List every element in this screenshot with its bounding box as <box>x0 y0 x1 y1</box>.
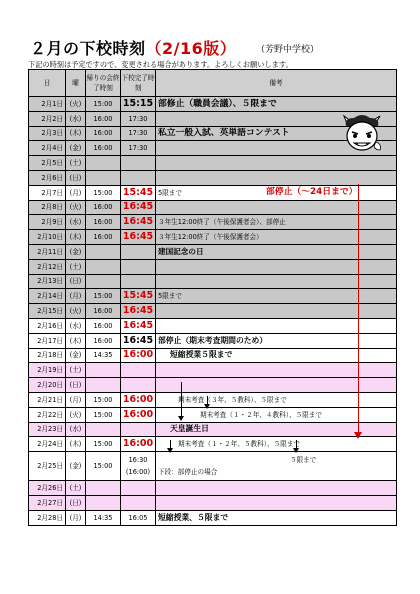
row-day: (木) <box>66 230 86 245</box>
exam-arrow-head <box>204 404 210 409</box>
row-leave-time: 16:45 <box>121 333 156 348</box>
suspension-arrow-head <box>354 432 362 439</box>
row-day: (木) <box>66 126 86 141</box>
table-row <box>29 407 397 422</box>
row-leave-time: 16:00 <box>121 437 156 452</box>
row-day: (火) <box>66 97 86 112</box>
row-date: 2月23日 <box>29 422 66 437</box>
table-row <box>29 378 397 393</box>
row-leave-time: 16:45 <box>121 215 156 230</box>
row-leave-time: 16:45 <box>121 318 156 333</box>
row-day: (日) <box>66 495 86 510</box>
row-remark: 期末考査（１・２年、４教科）、５限まで <box>156 407 397 422</box>
row-leave-time-alt: (16:00) <box>125 468 151 477</box>
row-day: (水) <box>66 422 86 437</box>
row-leave-time: 16:45 <box>121 200 156 215</box>
row-date: 2月26日 <box>29 481 66 496</box>
row-day: (月) <box>66 392 86 407</box>
row-remark <box>156 304 397 319</box>
table-row <box>29 230 397 245</box>
row-date: 2月27日 <box>29 495 66 510</box>
row-leave-time <box>121 422 156 437</box>
row-meeting-end: 14:35 <box>86 510 121 525</box>
table-row <box>29 318 397 333</box>
club-suspension-note: 部停止（～24日まで） <box>266 186 358 197</box>
row-leave-time <box>121 170 156 185</box>
row-day: (日) <box>66 378 86 393</box>
table-row <box>29 495 397 510</box>
row-date: 2月9日 <box>29 215 66 230</box>
row-day: (土) <box>66 259 86 274</box>
row-remark: 期末考査（３年、５教科）、５限まで <box>156 392 397 407</box>
row-meeting-end <box>86 244 121 259</box>
row-leave-time: 17:30 <box>121 111 156 126</box>
row-remark <box>156 274 397 289</box>
table-row <box>29 304 397 319</box>
row-date: 2月14日 <box>29 289 66 304</box>
row-meeting-end: 16:00 <box>86 215 121 230</box>
row-meeting-end: 15:00 <box>86 407 121 422</box>
row-remark: 部停止（期末考査期間のため） <box>156 333 397 348</box>
row-day: (土) <box>66 156 86 171</box>
row-date: 2月12日 <box>29 259 66 274</box>
row-date: 2月28日 <box>29 510 66 525</box>
row-day: (火) <box>66 304 86 319</box>
row-leave-time: 16:00 <box>121 348 156 363</box>
row-leave-time <box>121 259 156 274</box>
row-meeting-end: 16:00 <box>86 126 121 141</box>
row-date: 2月18日 <box>29 348 66 363</box>
row-date: 2月20日 <box>29 378 66 393</box>
row-day: (土) <box>66 481 86 496</box>
col-day: 曜 <box>66 70 86 97</box>
row-meeting-end <box>86 378 121 393</box>
table-row <box>29 437 397 452</box>
row-date: 2月22日 <box>29 407 66 422</box>
title-main: ２月の下校時刻 <box>30 39 146 58</box>
table-row <box>29 97 397 112</box>
row-day: (水) <box>66 215 86 230</box>
suspension-period-arrow <box>358 184 359 436</box>
title-version: （2/16版） <box>145 39 237 58</box>
table-row <box>29 215 397 230</box>
row-meeting-end <box>86 363 121 378</box>
row-date: 2月5日 <box>29 156 66 171</box>
table-row <box>29 333 397 348</box>
row-meeting-end <box>86 156 121 171</box>
row-remark: 期末考査（１・２年、５教科）、５限まで <box>156 437 397 452</box>
row-remark: ３年生12:00終了（午後保護者会）、部停止 <box>156 215 397 230</box>
row-date: 2月8日 <box>29 200 66 215</box>
row-leave-time <box>121 481 156 496</box>
table-row <box>29 452 397 481</box>
row-leave-time <box>121 363 156 378</box>
table-row <box>29 289 397 304</box>
row-meeting-end: 16:00 <box>86 111 121 126</box>
row-meeting-end: 16:00 <box>86 304 121 319</box>
table-row <box>29 510 397 525</box>
school-name: （芳野中学校） <box>256 45 320 55</box>
table-row <box>29 363 397 378</box>
row-leave-time-cell <box>121 452 156 481</box>
row-meeting-end: 16:00 <box>86 318 121 333</box>
col-leave-time: 下校完了時 刻 <box>121 70 156 97</box>
row-remark: ５限まで <box>290 456 317 465</box>
row-remark: 短縮授業、５限まで <box>156 510 397 525</box>
row-leave-time: 17:30 <box>121 141 156 156</box>
row-remark <box>156 481 397 496</box>
row-remark: 私立一般入試、英単語コンテスト <box>156 126 397 141</box>
row-date: 2月4日 <box>29 141 66 156</box>
row-meeting-end: 16:00 <box>86 141 121 156</box>
col-date: 日 <box>29 70 66 97</box>
row-remark <box>156 318 397 333</box>
row-meeting-end: 15:00 <box>86 185 121 200</box>
row-day: (水) <box>66 318 86 333</box>
row-date: 2月19日 <box>29 363 66 378</box>
row-day: (木) <box>66 437 86 452</box>
row-meeting-end <box>86 495 121 510</box>
table-header-row <box>29 70 397 97</box>
table-row <box>29 274 397 289</box>
oni-illustration <box>340 112 384 156</box>
row-date: 2月10日 <box>29 230 66 245</box>
row-day: (金) <box>66 141 86 156</box>
table-row <box>29 392 397 407</box>
row-day: (火) <box>66 200 86 215</box>
row-leave-time: 16:30 <box>128 456 148 465</box>
col-meeting-end: 帰りの会終了時刻 <box>86 70 121 97</box>
row-meeting-end: 15:00 <box>86 392 121 407</box>
row-meeting-end: 16:00 <box>86 333 121 348</box>
row-remark <box>156 378 397 393</box>
table-row <box>29 185 397 200</box>
row-date: 2月21日 <box>29 392 66 407</box>
row-leave-time: 15:45 <box>121 185 156 200</box>
exam-arrow-head <box>167 448 173 453</box>
table-row <box>29 244 397 259</box>
row-date: 2月16日 <box>29 318 66 333</box>
row-meeting-end: 15:00 <box>86 97 121 112</box>
row-day: (金) <box>66 452 86 481</box>
table-row <box>29 200 397 215</box>
table-row <box>29 422 397 437</box>
row-remark-sub: 下段：部停止の場合 <box>158 468 218 477</box>
row-day: (日) <box>66 274 86 289</box>
row-date: 2月25日 <box>29 452 66 481</box>
notice-text: 下記の時刻は予定ですので、変更される場合があります。よろしくお願いします。 <box>28 60 293 69</box>
row-leave-time: 17:30 <box>121 126 156 141</box>
row-meeting-end: 14:35 <box>86 348 121 363</box>
table-row <box>29 348 397 363</box>
row-remark <box>156 170 397 185</box>
row-date: 2月17日 <box>29 333 66 348</box>
page-title <box>30 36 236 59</box>
row-date: 2月2日 <box>29 111 66 126</box>
row-remark: 天皇誕生日 <box>156 422 397 437</box>
table-row <box>29 259 397 274</box>
row-date: 2月13日 <box>29 274 66 289</box>
row-day: (水) <box>66 111 86 126</box>
row-day: (金) <box>66 348 86 363</box>
row-remark <box>156 200 397 215</box>
row-remark: ３年生12:00終了（午後保護者会） <box>156 230 397 245</box>
row-meeting-end <box>86 170 121 185</box>
table-row <box>29 156 397 171</box>
row-meeting-end <box>86 274 121 289</box>
row-date: 2月1日 <box>29 97 66 112</box>
row-remark <box>156 363 397 378</box>
row-meeting-end: 16:00 <box>86 200 121 215</box>
row-leave-time: 16:00 <box>121 407 156 422</box>
row-day: (月) <box>66 185 86 200</box>
row-date: 2月15日 <box>29 304 66 319</box>
row-meeting-end <box>86 481 121 496</box>
row-day: (土) <box>66 363 86 378</box>
row-leave-time <box>121 244 156 259</box>
exam-arrow-head <box>293 448 299 453</box>
row-day: (木) <box>66 333 86 348</box>
row-date: 2月24日 <box>29 437 66 452</box>
row-meeting-end: 15:00 <box>86 437 121 452</box>
row-date: 2月3日 <box>29 126 66 141</box>
row-remark: 短縮授業５限まで <box>156 348 397 363</box>
row-meeting-end: 16:00 <box>86 230 121 245</box>
table-row <box>29 170 397 185</box>
row-leave-time <box>121 378 156 393</box>
row-meeting-end: 15:00 <box>86 452 121 481</box>
exam-arrow-line <box>181 382 182 418</box>
row-remark: 部修止（職員会議）、５限まで <box>156 97 397 112</box>
row-remark: 5限まで <box>156 289 397 304</box>
row-remark: 5限まで <box>158 188 182 197</box>
row-remark <box>156 156 397 171</box>
row-date: 2月7日 <box>29 185 66 200</box>
row-day: (火) <box>66 407 86 422</box>
row-leave-time: 16:05 <box>121 510 156 525</box>
table-row <box>29 481 397 496</box>
row-leave-time: 16:45 <box>121 304 156 319</box>
row-meeting-end <box>86 259 121 274</box>
row-remark <box>156 259 397 274</box>
row-leave-time: 16:45 <box>121 230 156 245</box>
row-leave-time: 16:00 <box>121 392 156 407</box>
col-remarks: 備考 <box>156 70 397 97</box>
row-date: 2月6日 <box>29 170 66 185</box>
row-meeting-end <box>86 422 121 437</box>
row-remark-cell <box>156 452 397 481</box>
row-meeting-end: 15:00 <box>86 289 121 304</box>
row-day: (月) <box>66 510 86 525</box>
row-remark: 建国記念の日 <box>156 244 397 259</box>
row-day: (月) <box>66 289 86 304</box>
row-remark-cell <box>156 185 397 200</box>
row-leave-time <box>121 274 156 289</box>
row-date: 2月11日 <box>29 244 66 259</box>
row-leave-time: 15:45 <box>121 289 156 304</box>
row-leave-time: 15:15 <box>121 97 156 112</box>
row-day: (日) <box>66 170 86 185</box>
row-remark <box>156 495 397 510</box>
row-day: (金) <box>66 244 86 259</box>
row-leave-time <box>121 156 156 171</box>
exam-arrow-head <box>178 416 184 421</box>
row-leave-time <box>121 495 156 510</box>
